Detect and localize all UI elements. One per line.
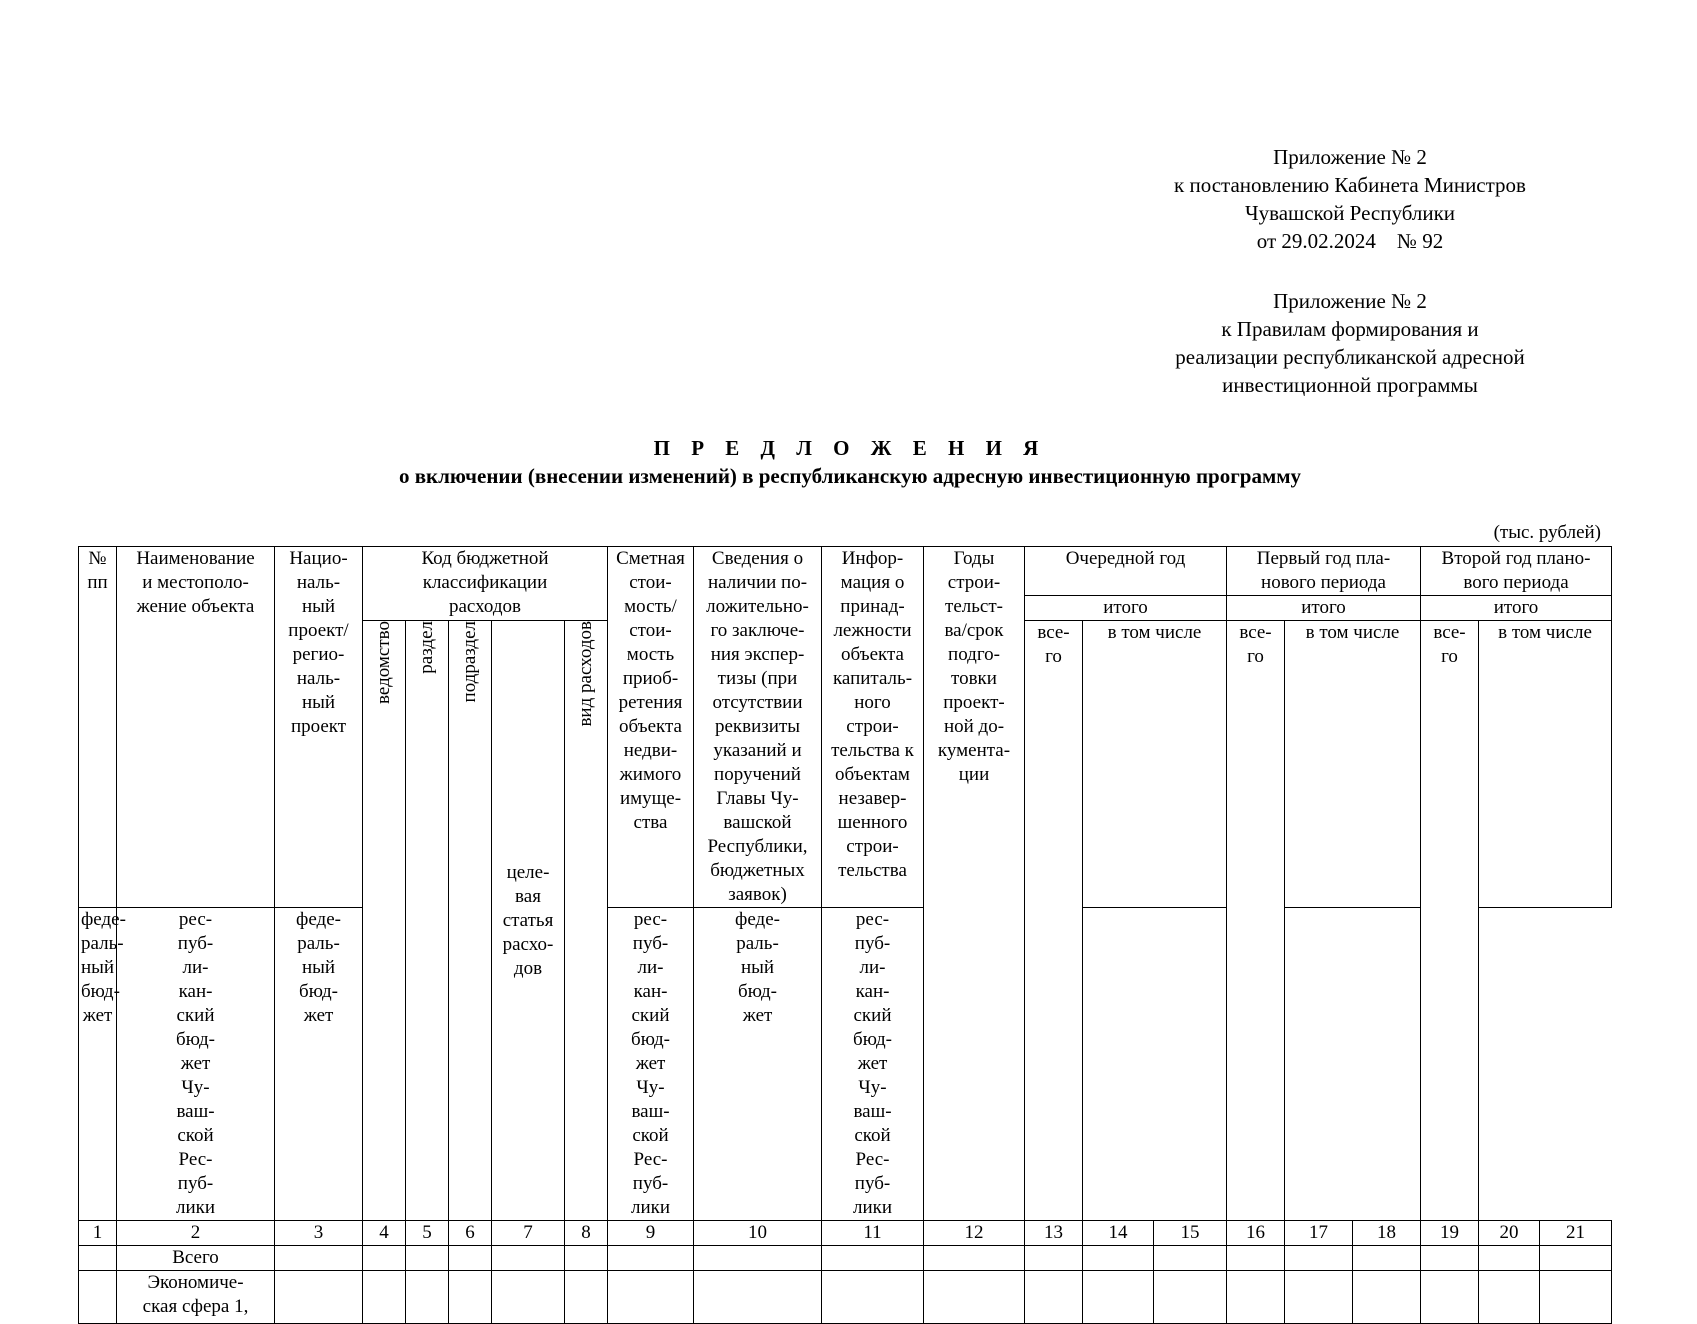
appendix-1-line-2: к постановлению Кабинета Министров [1174,173,1526,197]
kbk-subsection-label: подраздел [459,621,480,703]
header-incl-1: в том числе [1083,621,1227,908]
units-label: (тыс. рублей) [1493,522,1601,543]
appendix-1-line-1: Приложение № 2 [1273,145,1427,169]
document-subtitle: о включении (внесении изменений) в республиканскую адресную инвестиционную программу [398,464,1302,488]
kbk-type-label: вид расходов [575,621,596,727]
appendix-1-line-4: от 29.02.2024 № 92 [1256,229,1444,253]
header-all-3: все- го [1421,621,1479,1221]
header-year-plan-2: Второй год плано- вого периода [1421,547,1612,596]
header-year-next: Очередной год [1025,547,1227,596]
table-row-econ [79,1271,1612,1324]
appendix-2-line-3: реализации республиканской адресной [1175,345,1525,369]
kbk-agency-label: ведомство [373,621,394,704]
header-incl-3: в том числе [1479,621,1612,908]
header-total-2: итого [1227,596,1421,621]
header-col-expertise: Сведения о наличии по- ложительно- го заключе- ния экспер- тизы (при отсутствии реквизиты указаний и поручений Главы Чу- вашской Республики, бюджетных заявок) [694,547,822,908]
col-num: 14 [1083,1221,1154,1246]
header-all-2: все- го [1227,621,1285,1221]
table-row-total [79,1246,1612,1271]
header-kbk-agency [363,621,406,1221]
col-num: 16 [1227,1221,1285,1246]
header-col-unfinished: Инфор- мация о принад- лежности объекта капиталь- ного строи- тельства к объектам незавер- шенного строи- тельства [822,547,924,908]
header-republic-3: рес- пуб- ли- кан- ский бюд- жет Чу- ваш- ской Рес- пуб- лики [822,908,924,1221]
col-num: 20 [1479,1221,1540,1246]
header-kbk-type [565,621,608,1221]
col-num: 2 [117,1221,275,1246]
col-num: 19 [1421,1221,1479,1246]
header-year-plan-1: Первый год пла- нового периода [1227,547,1421,596]
appendix-2-line-2: к Правилам формирования и [1221,317,1479,341]
col-num: 5 [406,1221,449,1246]
col-num: 8 [565,1221,608,1246]
header-col-name: Наименование и местополо- жение объекта [117,547,275,908]
appendix-2-line-1: Приложение № 2 [1273,289,1427,313]
document-title-block [80,434,1620,490]
appendix-header-1 [1080,143,1620,255]
appendix-2-line-4: инвестиционной программы [1222,373,1478,397]
column-numbers-row [79,1221,1612,1246]
appendix-1-line-3: Чувашской Республики [1244,201,1456,225]
kbk-section-label: раздел [416,621,437,674]
header-col-number: № пп [79,547,117,908]
col-num: 15 [1154,1221,1227,1246]
proposals-table [78,546,1612,1324]
header-federal-1: феде- раль- ный бюд- жет [79,908,117,1221]
header-kbk-target: целе- вая статья расхо- дов [492,621,565,1221]
header-federal-2: феде- раль- ный бюд- жет [275,908,363,1221]
row-label-econ: Экономиче- ская сфера 1, [117,1271,275,1324]
col-num: 9 [608,1221,694,1246]
col-num: 7 [492,1221,565,1246]
header-kbk-section [406,621,449,1221]
col-num: 21 [1540,1221,1612,1246]
col-num: 10 [694,1221,822,1246]
row-label-total: Всего [117,1246,275,1271]
header-kbk: Код бюджетной классификации расходов [363,547,608,621]
header-col-cost: Сметная стои- мость/ стои- мость приоб- ретения объекта недви- жимого имуще- ства [608,547,694,908]
header-incl-2: в том числе [1285,621,1421,908]
header-row-5 [79,908,1612,1221]
col-num: 3 [275,1221,363,1246]
document-title: П Р Е Д Л О Ж Е Н И Я [653,436,1047,460]
appendix-header-2 [1080,287,1620,399]
col-num: 4 [363,1221,406,1246]
col-num: 18 [1353,1221,1421,1246]
header-col-national-project: Нацио- наль- ный проект/ регио- наль- ный проект [275,547,363,908]
col-num: 12 [924,1221,1025,1246]
header-kbk-subsection [449,621,492,1221]
header-col-years: Годы строи- тельст- ва/срок подго- товки проект- ной до- кумента- ции [924,547,1025,908]
col-num: 1 [79,1221,117,1246]
col-num: 13 [1025,1221,1083,1246]
col-num: 6 [449,1221,492,1246]
header-total-3: итого [1421,596,1612,621]
header-total-1: итого [1025,596,1227,621]
header-all-1: все- го [1025,621,1083,1221]
col-num: 11 [822,1221,924,1246]
header-republic-2: рес- пуб- ли- кан- ский бюд- жет Чу- ваш- ской Рес- пуб- лики [608,908,694,1221]
col-num: 17 [1285,1221,1353,1246]
header-republic-1: рес- пуб- ли- кан- ский бюд- жет Чу- ваш- ской Рес- пуб- лики [117,908,275,1221]
header-federal-3: феде- раль- ный бюд- жет [694,908,822,1221]
